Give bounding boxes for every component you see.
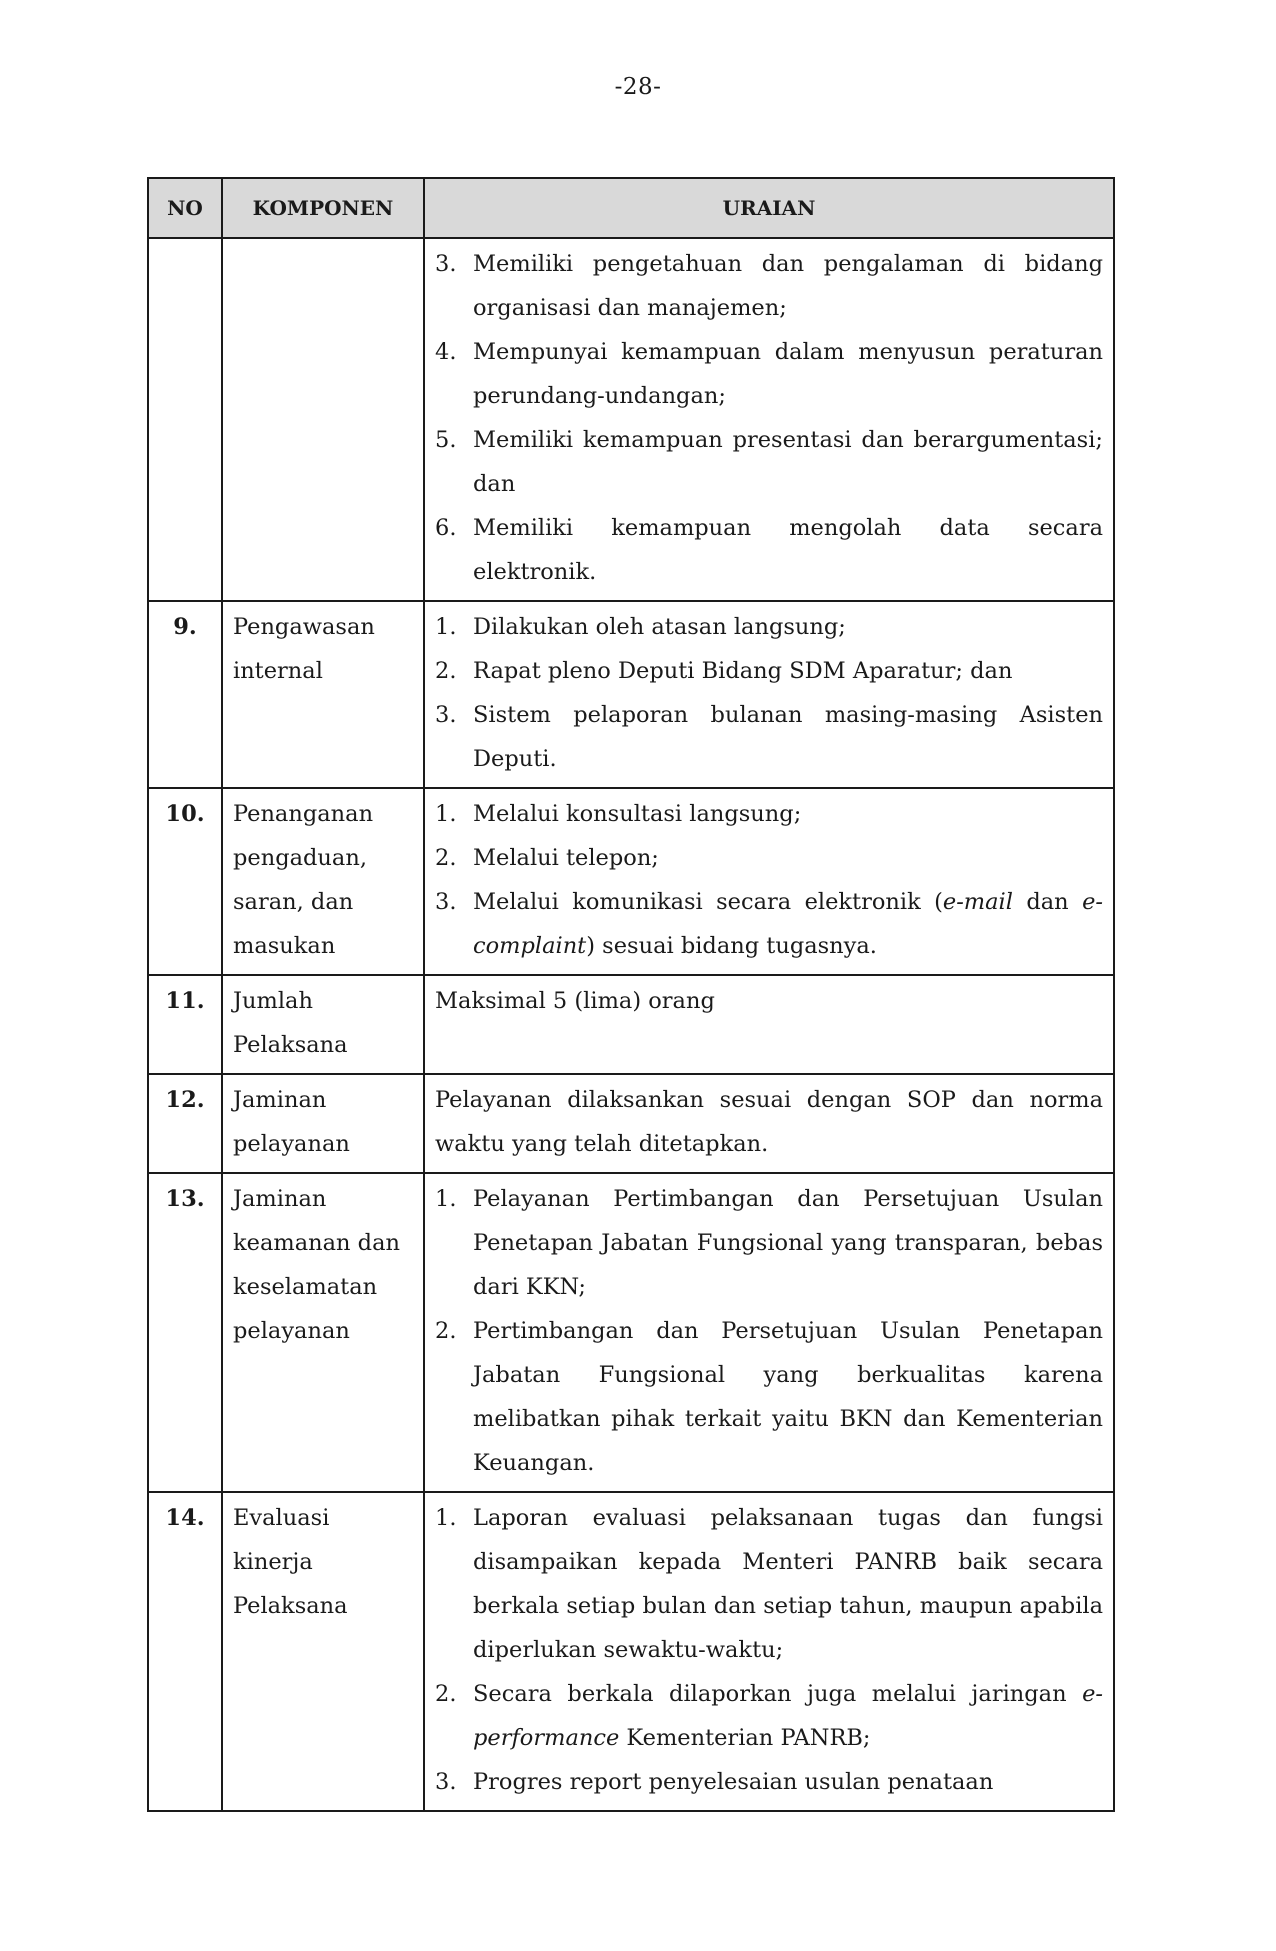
item-text-emphasis: e-mail <box>942 889 1013 915</box>
item-text: Progres report penyelesaian usulan penataan <box>473 1769 994 1795</box>
row-component: Penanganan pengaduan, saran, dan masukan <box>222 788 424 975</box>
item-text: Sistem pelaporan bulanan masing-masing Asisten Deputi. <box>473 702 1103 772</box>
description-list <box>435 605 1103 781</box>
item-number: 4. <box>435 339 457 365</box>
row-description <box>424 1492 1114 1811</box>
list-item <box>435 506 1103 594</box>
row-description <box>424 788 1114 975</box>
item-number: 3. <box>435 251 457 277</box>
table-row <box>148 238 1114 601</box>
item-text-emphasis: e-complaint <box>473 889 1103 959</box>
row-number <box>148 238 222 601</box>
list-item <box>435 1496 1103 1672</box>
item-text: Memiliki pengetahuan dan pengalaman di bidang organisasi dan manajemen; <box>473 251 1103 321</box>
table-row <box>148 1492 1114 1811</box>
item-number: 1. <box>435 1186 457 1212</box>
row-component: Jumlah Pelaksana <box>222 975 424 1074</box>
row-description: Maksimal 5 (lima) orang <box>424 975 1114 1074</box>
item-text-emphasis: e-performance <box>473 1681 1103 1751</box>
table-row <box>148 601 1114 788</box>
item-text <box>473 1681 1103 1751</box>
item-text: Melalui telepon; <box>473 845 659 871</box>
item-number: 5. <box>435 427 457 453</box>
description-list <box>435 1177 1103 1485</box>
table-row <box>148 788 1114 975</box>
row-description <box>424 238 1114 601</box>
list-item <box>435 605 1103 649</box>
list-item <box>435 1177 1103 1309</box>
list-item <box>435 649 1103 693</box>
service-standard-table <box>147 177 1115 1812</box>
item-text-part: Melalui komunikasi secara elektronik ( <box>473 889 943 915</box>
item-number: 1. <box>435 801 457 827</box>
item-number: 3. <box>435 1769 457 1795</box>
list-item <box>435 1309 1103 1485</box>
row-number: 10. <box>148 788 222 975</box>
item-number: 2. <box>435 658 457 684</box>
item-text-part: dan <box>1012 889 1083 915</box>
row-description <box>424 1173 1114 1492</box>
row-component: Jaminan pelayanan <box>222 1074 424 1173</box>
item-number: 1. <box>435 1505 457 1531</box>
header-no: NO <box>148 178 222 238</box>
item-text: Rapat pleno Deputi Bidang SDM Aparatur; dan <box>473 658 1013 684</box>
header-component: KOMPONEN <box>222 178 424 238</box>
list-item <box>435 693 1103 781</box>
list-item <box>435 418 1103 506</box>
header-description: URAIAN <box>424 178 1114 238</box>
row-component: Jaminan keamanan dan keselamatan pelayanan <box>222 1173 424 1492</box>
row-description: Pelayanan dilaksankan sesuai dengan SOP dan norma waktu yang telah ditetapkan. <box>424 1074 1114 1173</box>
table-row <box>148 1173 1114 1492</box>
item-text: Mempunyai kemampuan dalam menyusun peraturan perundang-undangan; <box>473 339 1103 409</box>
table-row <box>148 975 1114 1074</box>
row-description <box>424 601 1114 788</box>
list-item <box>435 1760 1103 1804</box>
row-number: 11. <box>148 975 222 1074</box>
item-text: Laporan evaluasi pelaksanaan tugas dan fungsi disampaikan kepada Menteri PANRB baik secara berkala setiap bulan dan setiap tahun, maupun apabila diperlukan sewaktu-waktu; <box>473 1505 1103 1663</box>
table-header-row <box>148 178 1114 238</box>
item-text: Pertimbangan dan Persetujuan Usulan Penetapan Jabatan Fungsional yang berkualitas karena melibatkan pihak terkait yaitu BKN dan Kementerian Keuangan. <box>473 1318 1103 1476</box>
row-component <box>222 238 424 601</box>
item-number: 6. <box>435 515 457 541</box>
list-item <box>435 330 1103 418</box>
item-number: 2. <box>435 1318 457 1344</box>
row-component: Evaluasi kinerja Pelaksana <box>222 1492 424 1811</box>
list-item <box>435 792 1103 836</box>
item-text: Memiliki kemampuan presentasi dan berargumentasi; dan <box>473 427 1103 497</box>
description-list <box>435 1496 1103 1804</box>
description-list <box>435 792 1103 968</box>
list-item <box>435 1672 1103 1760</box>
row-component: Pengawasan internal <box>222 601 424 788</box>
row-number: 14. <box>148 1492 222 1811</box>
item-number: 1. <box>435 614 457 640</box>
item-number: 2. <box>435 845 457 871</box>
row-number: 9. <box>148 601 222 788</box>
item-number: 3. <box>435 889 457 915</box>
item-text-part: Kementerian PANRB; <box>619 1725 871 1751</box>
list-item <box>435 242 1103 330</box>
item-text <box>473 889 1103 959</box>
page-number: -28- <box>614 74 662 100</box>
item-text-part: Secara berkala dilaporkan juga melalui jaringan <box>473 1681 1083 1707</box>
list-item <box>435 836 1103 880</box>
description-list <box>435 242 1103 594</box>
item-text-part: ) sesuai bidang tugasnya. <box>586 933 877 959</box>
row-number: 12. <box>148 1074 222 1173</box>
item-text: Memiliki kemampuan mengolah data secara elektronik. <box>473 515 1103 585</box>
item-text: Pelayanan Pertimbangan dan Persetujuan Usulan Penetapan Jabatan Fungsional yang transparan, bebas dari KKN; <box>473 1186 1103 1300</box>
item-number: 3. <box>435 702 457 728</box>
item-text: Dilakukan oleh atasan langsung; <box>473 614 846 640</box>
item-text: Melalui konsultasi langsung; <box>473 801 802 827</box>
list-item <box>435 880 1103 968</box>
table-row <box>148 1074 1114 1173</box>
item-number: 2. <box>435 1681 457 1707</box>
row-number: 13. <box>148 1173 222 1492</box>
